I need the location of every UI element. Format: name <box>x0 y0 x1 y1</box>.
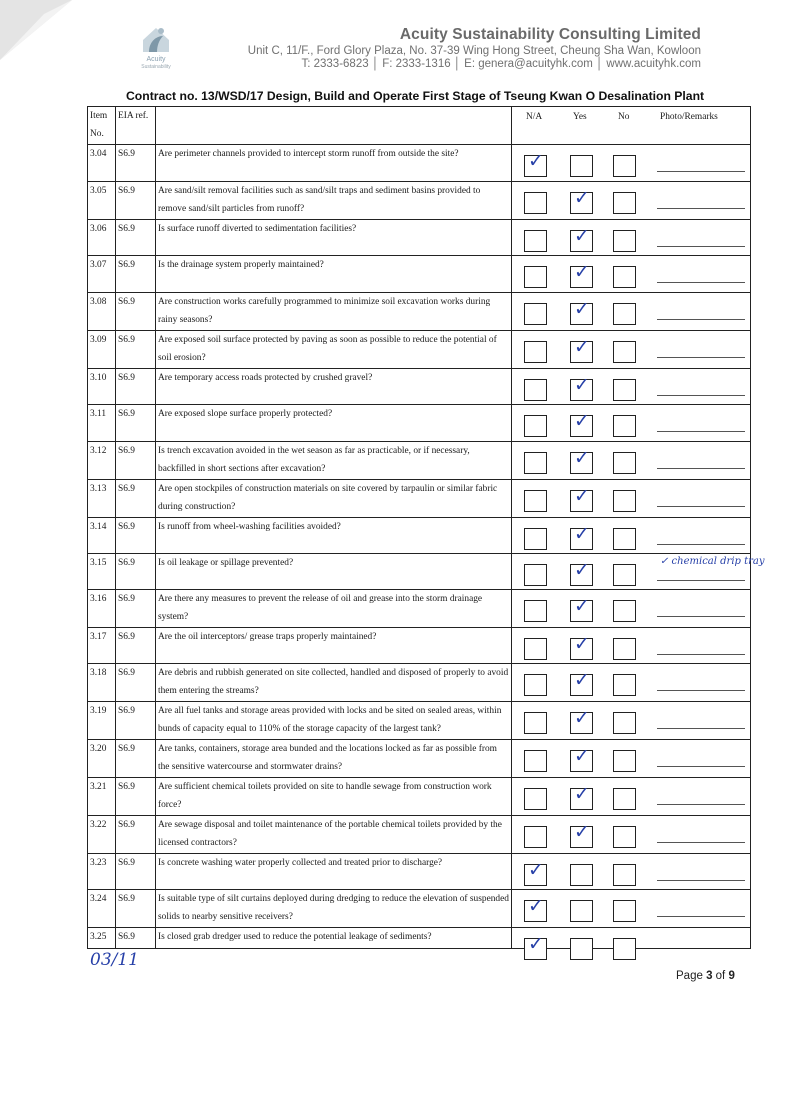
no-checkbox[interactable] <box>613 341 636 363</box>
tick-icon: ✓ <box>574 633 590 655</box>
answer-cell <box>512 405 751 442</box>
na-checkbox[interactable] <box>524 826 547 848</box>
remarks-line <box>657 171 745 172</box>
eia-ref: S6.9 <box>116 928 156 949</box>
eia-ref: S6.9 <box>116 331 156 369</box>
yes-checkbox[interactable] <box>570 155 593 177</box>
eia-ref: S6.9 <box>116 702 156 740</box>
table-row <box>88 331 751 369</box>
question-text: Is the drainage system properly maintained? <box>156 256 512 293</box>
table-row <box>88 256 751 293</box>
answer-cell <box>512 145 751 182</box>
no-checkbox[interactable] <box>613 600 636 622</box>
yes-checkbox[interactable] <box>570 707 593 734</box>
remarks-line <box>657 580 745 581</box>
no-checkbox[interactable] <box>613 303 636 325</box>
answer-cell <box>512 664 751 702</box>
contract-title: Contract no. 13/WSD/17 Design, Build and Operate First Stage of Tseung Kwan O Desalination Plant <box>126 89 705 103</box>
yes-checkbox[interactable] <box>570 447 593 474</box>
remarks-line <box>657 804 745 805</box>
eia-ref: S6.9 <box>116 182 156 220</box>
question-text: Are there any measures to prevent the release of oil and grease into the storm drainage system? <box>156 590 512 628</box>
header-na: N/A <box>526 112 543 122</box>
table-row <box>88 778 751 816</box>
tick-icon: ✓ <box>574 261 590 283</box>
question-text: Is surface runoff diverted to sedimentation facilities? <box>156 220 512 256</box>
remarks-line <box>657 208 745 209</box>
eia-ref: S6.9 <box>116 778 156 816</box>
answer-cell <box>512 740 751 778</box>
question-text: Are sufficient chemical toilets provided on site to handle sewage from construction work force? <box>156 778 512 816</box>
no-checkbox[interactable] <box>613 938 636 960</box>
no-checkbox[interactable] <box>613 750 636 772</box>
item-number: 3.11 <box>88 405 116 442</box>
na-checkbox[interactable] <box>524 303 547 325</box>
question-text: Is closed grab dredger used to reduce the potential leakage of sediments? <box>156 928 512 949</box>
no-checkbox[interactable] <box>613 379 636 401</box>
na-checkbox[interactable] <box>524 528 547 550</box>
no-checkbox[interactable] <box>613 864 636 886</box>
table-row <box>88 890 751 928</box>
table-row <box>88 369 751 405</box>
tick-icon: ✓ <box>528 859 544 881</box>
table-row <box>88 518 751 554</box>
yes-checkbox[interactable] <box>570 225 593 252</box>
yes-checkbox[interactable] <box>570 938 593 960</box>
yes-checkbox[interactable] <box>570 261 593 288</box>
tick-icon: ✓ <box>574 298 590 320</box>
header-yes: Yes <box>573 112 587 122</box>
answer-cell <box>512 256 751 293</box>
remarks-line <box>657 728 745 729</box>
answer-cell <box>512 628 751 664</box>
answer-cell <box>512 293 751 331</box>
yes-checkbox[interactable] <box>570 187 593 214</box>
eia-ref: S6.9 <box>116 369 156 405</box>
yes-checkbox[interactable] <box>570 298 593 325</box>
yes-checkbox[interactable] <box>570 374 593 401</box>
table-row <box>88 220 751 256</box>
company-name: Acuity Sustainability Consulting Limited <box>399 26 701 43</box>
item-number: 3.23 <box>88 854 116 890</box>
question-text: Is runoff from wheel-washing facilities avoided? <box>156 518 512 554</box>
table-header-row <box>88 107 751 145</box>
table-row <box>88 740 751 778</box>
tick-icon: ✓ <box>574 485 590 507</box>
item-number: 3.16 <box>88 590 116 628</box>
remarks-line <box>657 616 745 617</box>
na-checkbox[interactable] <box>524 341 547 363</box>
eia-ref: S6.9 <box>116 442 156 480</box>
question-text: Are sand/silt removal facilities such as sand/silt traps and sediment basins provided to remove sand/silt particles from runoff? <box>156 182 512 220</box>
no-checkbox[interactable] <box>613 674 636 696</box>
remarks-line <box>657 282 745 283</box>
table-row <box>88 928 751 949</box>
logo-subtext: Sustainability <box>141 64 171 70</box>
yes-checkbox[interactable] <box>570 410 593 437</box>
eia-ref: S6.9 <box>116 518 156 554</box>
eia-ref: S6.9 <box>116 854 156 890</box>
table-row <box>88 664 751 702</box>
no-checkbox[interactable] <box>613 155 636 177</box>
eia-ref: S6.9 <box>116 145 156 182</box>
na-checkbox[interactable] <box>524 674 547 696</box>
question-text: Are perimeter channels provided to intercept storm runoff from outside the site? <box>156 145 512 182</box>
na-checkbox[interactable] <box>524 192 547 214</box>
na-checkbox[interactable] <box>524 452 547 474</box>
yes-checkbox[interactable] <box>570 633 593 660</box>
tick-icon: ✓ <box>528 933 544 955</box>
answer-cell <box>512 220 751 256</box>
question-text: Is trench excavation avoided in the wet season as far as practicable, or if necessary, backfilled in short sections after excavation? <box>156 442 512 480</box>
tick-icon: ✓ <box>574 783 590 805</box>
no-checkbox[interactable] <box>613 826 636 848</box>
yes-checkbox[interactable] <box>570 523 593 550</box>
na-checkbox[interactable] <box>524 638 547 660</box>
item-number: 3.07 <box>88 256 116 293</box>
no-checkbox[interactable] <box>613 452 636 474</box>
answer-cell <box>512 369 751 405</box>
answer-cell <box>512 554 765 590</box>
na-checkbox[interactable] <box>524 788 547 810</box>
tick-icon: ✓ <box>528 150 544 172</box>
answer-cell <box>512 480 751 518</box>
no-checkbox[interactable] <box>613 564 636 586</box>
question-text: Are construction works carefully programmed to minimize soil excavation works during rainy seasons? <box>156 293 512 331</box>
item-number: 3.05 <box>88 182 116 220</box>
yes-checkbox[interactable] <box>570 745 593 772</box>
answer-cell <box>512 331 751 369</box>
answer-cell <box>512 854 751 890</box>
page-number: Page 3 of 9 <box>676 970 735 982</box>
item-number: 3.24 <box>88 890 116 928</box>
tick-icon: ✓ <box>574 410 590 432</box>
item-number: 3.09 <box>88 331 116 369</box>
scan-corner-fold <box>0 0 80 80</box>
na-checkbox[interactable] <box>524 490 547 512</box>
remarks-line <box>657 319 745 320</box>
remarks-line <box>657 654 745 655</box>
no-checkbox[interactable] <box>613 230 636 252</box>
tick-icon: ✓ <box>574 669 590 691</box>
yes-checkbox[interactable] <box>570 669 593 696</box>
yes-checkbox[interactable] <box>570 336 593 363</box>
remarks-line <box>657 544 745 545</box>
tick-icon: ✓ <box>528 895 544 917</box>
question-text: Are tanks, containers, storage area bunded and the locations locked as far as possible from the sensitive watercourse and stormwater drains? <box>156 740 512 778</box>
letterhead <box>248 26 701 70</box>
tick-icon: ✓ <box>574 225 590 247</box>
question-text: Is suitable type of silt curtains deployed during dredging to reduce the elevation of suspended solids to nearby sensitive receivers? <box>156 890 512 928</box>
tick-icon: ✓ <box>574 821 590 843</box>
tick-icon: ✓ <box>574 187 590 209</box>
item-number: 3.20 <box>88 740 116 778</box>
remarks-line <box>657 766 745 767</box>
handwritten-date: 03/11 <box>90 950 139 970</box>
eia-ref: S6.9 <box>116 664 156 702</box>
question-text: Are debris and rubbish generated on site collected, handled and disposed of properly to avoid them entering the streams? <box>156 664 512 702</box>
question-text: Are exposed soil surface protected by paving as soon as possible to reduce the potential of soil erosion? <box>156 331 512 369</box>
answer-cell <box>512 928 751 955</box>
yes-checkbox[interactable] <box>570 559 593 586</box>
item-number: 3.17 <box>88 628 116 664</box>
table-row <box>88 145 751 182</box>
item-number: 3.25 <box>88 928 116 949</box>
remarks-line <box>657 842 745 843</box>
logo-text: Acuity <box>146 56 166 63</box>
item-number: 3.13 <box>88 480 116 518</box>
na-checkbox[interactable] <box>524 895 547 922</box>
question-text: Is oil leakage or spillage prevented? <box>156 554 512 590</box>
eia-ref: S6.9 <box>116 256 156 293</box>
remarks-line <box>657 880 745 881</box>
eia-ref: S6.9 <box>116 740 156 778</box>
answer-cell <box>512 778 751 816</box>
na-checkbox[interactable] <box>524 564 547 586</box>
table-row <box>88 816 751 854</box>
table-row <box>88 854 751 890</box>
company-contact: T: 2333-6823 │ F: 2333-1316 │ E: genera@acuityhk.com │ www.acuityhk.com <box>301 58 701 70</box>
yes-checkbox[interactable] <box>570 821 593 848</box>
no-checkbox[interactable] <box>613 415 636 437</box>
na-checkbox[interactable] <box>524 859 547 886</box>
answer-cell <box>512 442 751 480</box>
no-checkbox[interactable] <box>613 638 636 660</box>
no-checkbox[interactable] <box>613 490 636 512</box>
yes-checkbox[interactable] <box>570 864 593 886</box>
answer-cell <box>512 518 751 554</box>
item-number: 3.04 <box>88 145 116 182</box>
table-row <box>88 554 751 590</box>
table-row <box>88 702 751 740</box>
tick-icon: ✓ <box>574 559 590 581</box>
yes-checkbox[interactable] <box>570 595 593 622</box>
remarks-line <box>657 357 745 358</box>
answer-cell <box>512 590 751 628</box>
na-checkbox[interactable] <box>524 750 547 772</box>
item-number: 3.21 <box>88 778 116 816</box>
tick-icon: ✓ <box>574 374 590 396</box>
eia-ref: S6.9 <box>116 554 156 590</box>
eia-ref: S6.9 <box>116 405 156 442</box>
na-checkbox[interactable] <box>524 266 547 288</box>
item-number: 3.22 <box>88 816 116 854</box>
question-text: Are the oil interceptors/ grease traps properly maintained? <box>156 628 512 664</box>
question-text: Are sewage disposal and toilet maintenance of the portable chemical toilets provided by the licensed contractors? <box>156 816 512 854</box>
table-row <box>88 590 751 628</box>
remarks-line <box>657 395 745 396</box>
na-checkbox[interactable] <box>524 230 547 252</box>
na-checkbox[interactable] <box>524 933 547 960</box>
yes-checkbox[interactable] <box>570 783 593 810</box>
yes-checkbox[interactable] <box>570 900 593 922</box>
question-text: Are open stockpiles of construction materials on site covered by tarpaulin or similar fabric during construction? <box>156 480 512 518</box>
item-number: 3.15 <box>88 554 116 590</box>
eia-ref: S6.9 <box>116 293 156 331</box>
eia-ref: S6.9 <box>116 220 156 256</box>
eia-ref: S6.9 <box>116 628 156 664</box>
table-row <box>88 405 751 442</box>
remarks-line <box>657 916 745 917</box>
item-number: 3.19 <box>88 702 116 740</box>
na-checkbox[interactable] <box>524 600 547 622</box>
table-row <box>88 628 751 664</box>
item-number: 3.06 <box>88 220 116 256</box>
na-checkbox[interactable] <box>524 712 547 734</box>
tick-icon: ✓ <box>574 336 590 358</box>
remarks-line <box>657 690 745 691</box>
table-row <box>88 182 751 220</box>
question-text: Are all fuel tanks and storage areas provided with locks and be sited on sealed areas, within bunds of capacity equal to 110% of the storage capacity of the largest tank? <box>156 702 512 740</box>
remarks-line <box>657 431 745 432</box>
table-row <box>88 480 751 518</box>
tick-icon: ✓ <box>574 707 590 729</box>
answer-cell <box>512 702 751 740</box>
yes-checkbox[interactable] <box>570 485 593 512</box>
header-question <box>156 107 512 145</box>
answer-cell <box>512 816 751 854</box>
checklist-table <box>87 106 765 955</box>
eia-ref: S6.9 <box>116 816 156 854</box>
no-checkbox[interactable] <box>613 712 636 734</box>
item-number: 3.08 <box>88 293 116 331</box>
eia-ref: S6.9 <box>116 590 156 628</box>
acuity-logo-icon <box>139 22 173 56</box>
tick-icon: ✓ <box>574 447 590 469</box>
header-remarks: Photo/Remarks <box>660 112 718 122</box>
no-checkbox[interactable] <box>613 266 636 288</box>
na-checkbox[interactable] <box>524 150 547 177</box>
no-checkbox[interactable] <box>613 900 636 922</box>
no-checkbox[interactable] <box>613 192 636 214</box>
tick-icon: ✓ <box>574 595 590 617</box>
item-number: 3.12 <box>88 442 116 480</box>
header-eia-ref: EIA ref. <box>116 107 156 145</box>
tick-icon: ✓ <box>574 523 590 545</box>
table-row <box>88 293 751 331</box>
question-text: Are temporary access roads protected by crushed gravel? <box>156 369 512 405</box>
company-logo <box>132 22 180 82</box>
question-text: Is concrete washing water properly collected and treated prior to discharge? <box>156 854 512 890</box>
na-checkbox[interactable] <box>524 379 547 401</box>
na-checkbox[interactable] <box>524 415 547 437</box>
eia-ref: S6.9 <box>116 890 156 928</box>
table-row <box>88 442 751 480</box>
remarks-line <box>657 246 745 247</box>
answer-cell <box>512 182 751 220</box>
item-number: 3.10 <box>88 369 116 405</box>
answer-cell <box>512 890 751 928</box>
header-no: No <box>618 112 630 122</box>
header-answers <box>512 107 751 145</box>
eia-ref: S6.9 <box>116 480 156 518</box>
header-item-no: Item No. <box>88 107 116 145</box>
no-checkbox[interactable] <box>613 528 636 550</box>
item-number: 3.18 <box>88 664 116 702</box>
question-text: Are exposed slope surface properly protected? <box>156 405 512 442</box>
company-address: Unit C, 11/F., Ford Glory Plaza, No. 37-39 Wing Hong Street, Cheung Sha Wan, Kowloon <box>247 45 701 57</box>
handwritten-remark: ✓ chemical drip tray <box>660 556 765 567</box>
tick-icon: ✓ <box>574 745 590 767</box>
remarks-line <box>657 506 745 507</box>
remarks-line <box>657 468 745 469</box>
item-number: 3.14 <box>88 518 116 554</box>
no-checkbox[interactable] <box>613 788 636 810</box>
